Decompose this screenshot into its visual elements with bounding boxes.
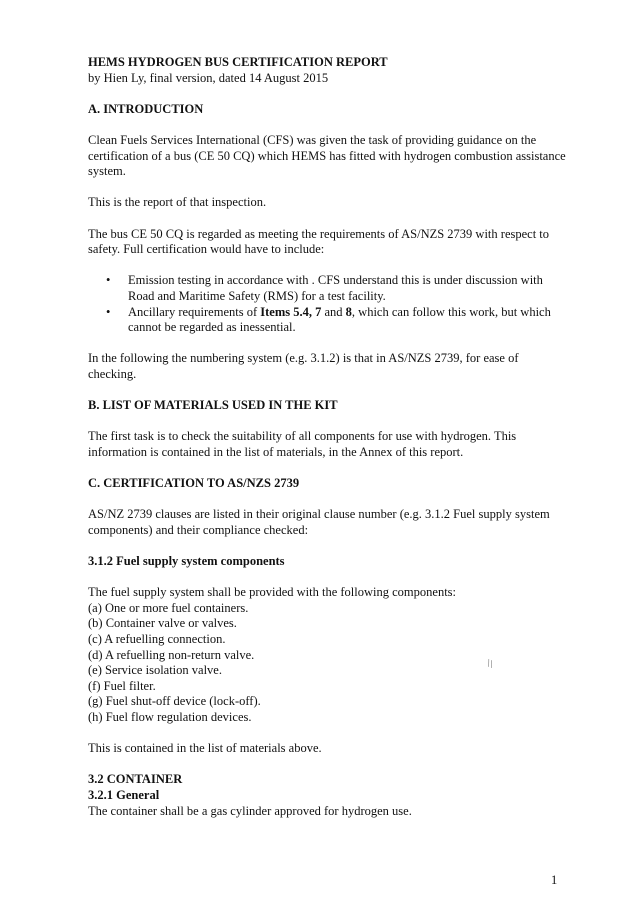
bullet-icon: •: [106, 304, 111, 319]
list-item: (e) Service isolation valve.: [88, 663, 222, 678]
list-item: (g) Fuel shut-off device (lock-off).: [88, 694, 261, 709]
clause-321-heading: 3.2.1 General: [88, 787, 160, 802]
list-item: (h) Fuel flow regulation devices.: [88, 709, 252, 724]
clause-32-heading: 3.2 CONTAINER: [88, 772, 183, 787]
list-item: (b) Container valve or valves.: [88, 616, 237, 631]
list-item: [88, 273, 568, 304]
components-intro: The fuel supply system shall be provided with the following components:: [88, 585, 456, 600]
certification-paragraph: AS/NZ 2739 clauses are listed in their original clause number (e.g. 3.1.2 Fuel supply system components) and their compliance checked:: [88, 507, 550, 537]
list-item: (f) Fuel filter.: [88, 678, 156, 693]
list-item: (a) One or more fuel containers.: [88, 600, 249, 615]
bullet-2-bold-item8: 8: [345, 304, 352, 319]
report-title: HEMS HYDROGEN BUS CERTIFICATION REPORT: [88, 55, 388, 69]
document-page: [88, 55, 568, 835]
bullet-2-mid: and: [321, 304, 346, 319]
bullet-icon: •: [106, 273, 111, 288]
intro-paragraph-1: Clean Fuels Services International (CFS) was given the task of providing guidance on the certification of a bus (CE 50 CQ) which HEMS has fitted with hydrogen combustion assistance system.: [88, 132, 566, 179]
container-paragraph: The container shall be a gas cylinder approved for hydrogen use.: [88, 803, 412, 818]
section-c-heading: C. CERTIFICATION TO AS/NZS 2739: [88, 476, 300, 491]
bullet-1-text: Emission testing in accordance with . CFS understand this is under discussion with Road and Maritime Safety (RMS) for a test facility.: [128, 273, 543, 303]
stray-mark-icon: \\: [485, 657, 495, 671]
materials-paragraph: The first task is to check the suitability of all components for use with hydrogen. This information is contained in the list of materials, in the Annex of this report.: [88, 429, 517, 459]
list-item: [88, 305, 568, 336]
report-byline: by Hien Ly, final version, dated 14 August 2015: [88, 70, 329, 85]
list-item: (d) A refuelling non-return valve.: [88, 647, 255, 662]
bullet-2-bold-items: Items 5.4, 7: [260, 304, 322, 319]
components-list: [88, 585, 568, 725]
list-item: (c) A refuelling connection.: [88, 631, 226, 646]
bullet-2-pre: Ancillary requirements of: [128, 304, 261, 319]
components-closing: This is contained in the list of materials above.: [88, 741, 322, 756]
requirements-list: [88, 273, 568, 335]
intro-paragraph-3: The bus CE 50 CQ is regarded as meeting the requirements of AS/NZS 2739 with respect to safety. Full certification would have to include:: [88, 226, 550, 257]
intro-paragraph-4: In the following the numbering system (e.g. 3.1.2) is that in AS/NZS 2739, for ease of checking.: [88, 351, 519, 381]
section-a-heading: A. INTRODUCTION: [88, 101, 204, 116]
bullet-2-post: , which can follow this work, but which cannot be regarded as inessential.: [128, 304, 551, 335]
clause-312-heading: 3.1.2 Fuel supply system components: [88, 554, 285, 568]
intro-paragraph-2: This is the report of that inspection.: [88, 195, 267, 210]
section-b-heading: B. LIST OF MATERIALS USED IN THE KIT: [88, 398, 338, 413]
page-number: 1: [551, 873, 558, 887]
